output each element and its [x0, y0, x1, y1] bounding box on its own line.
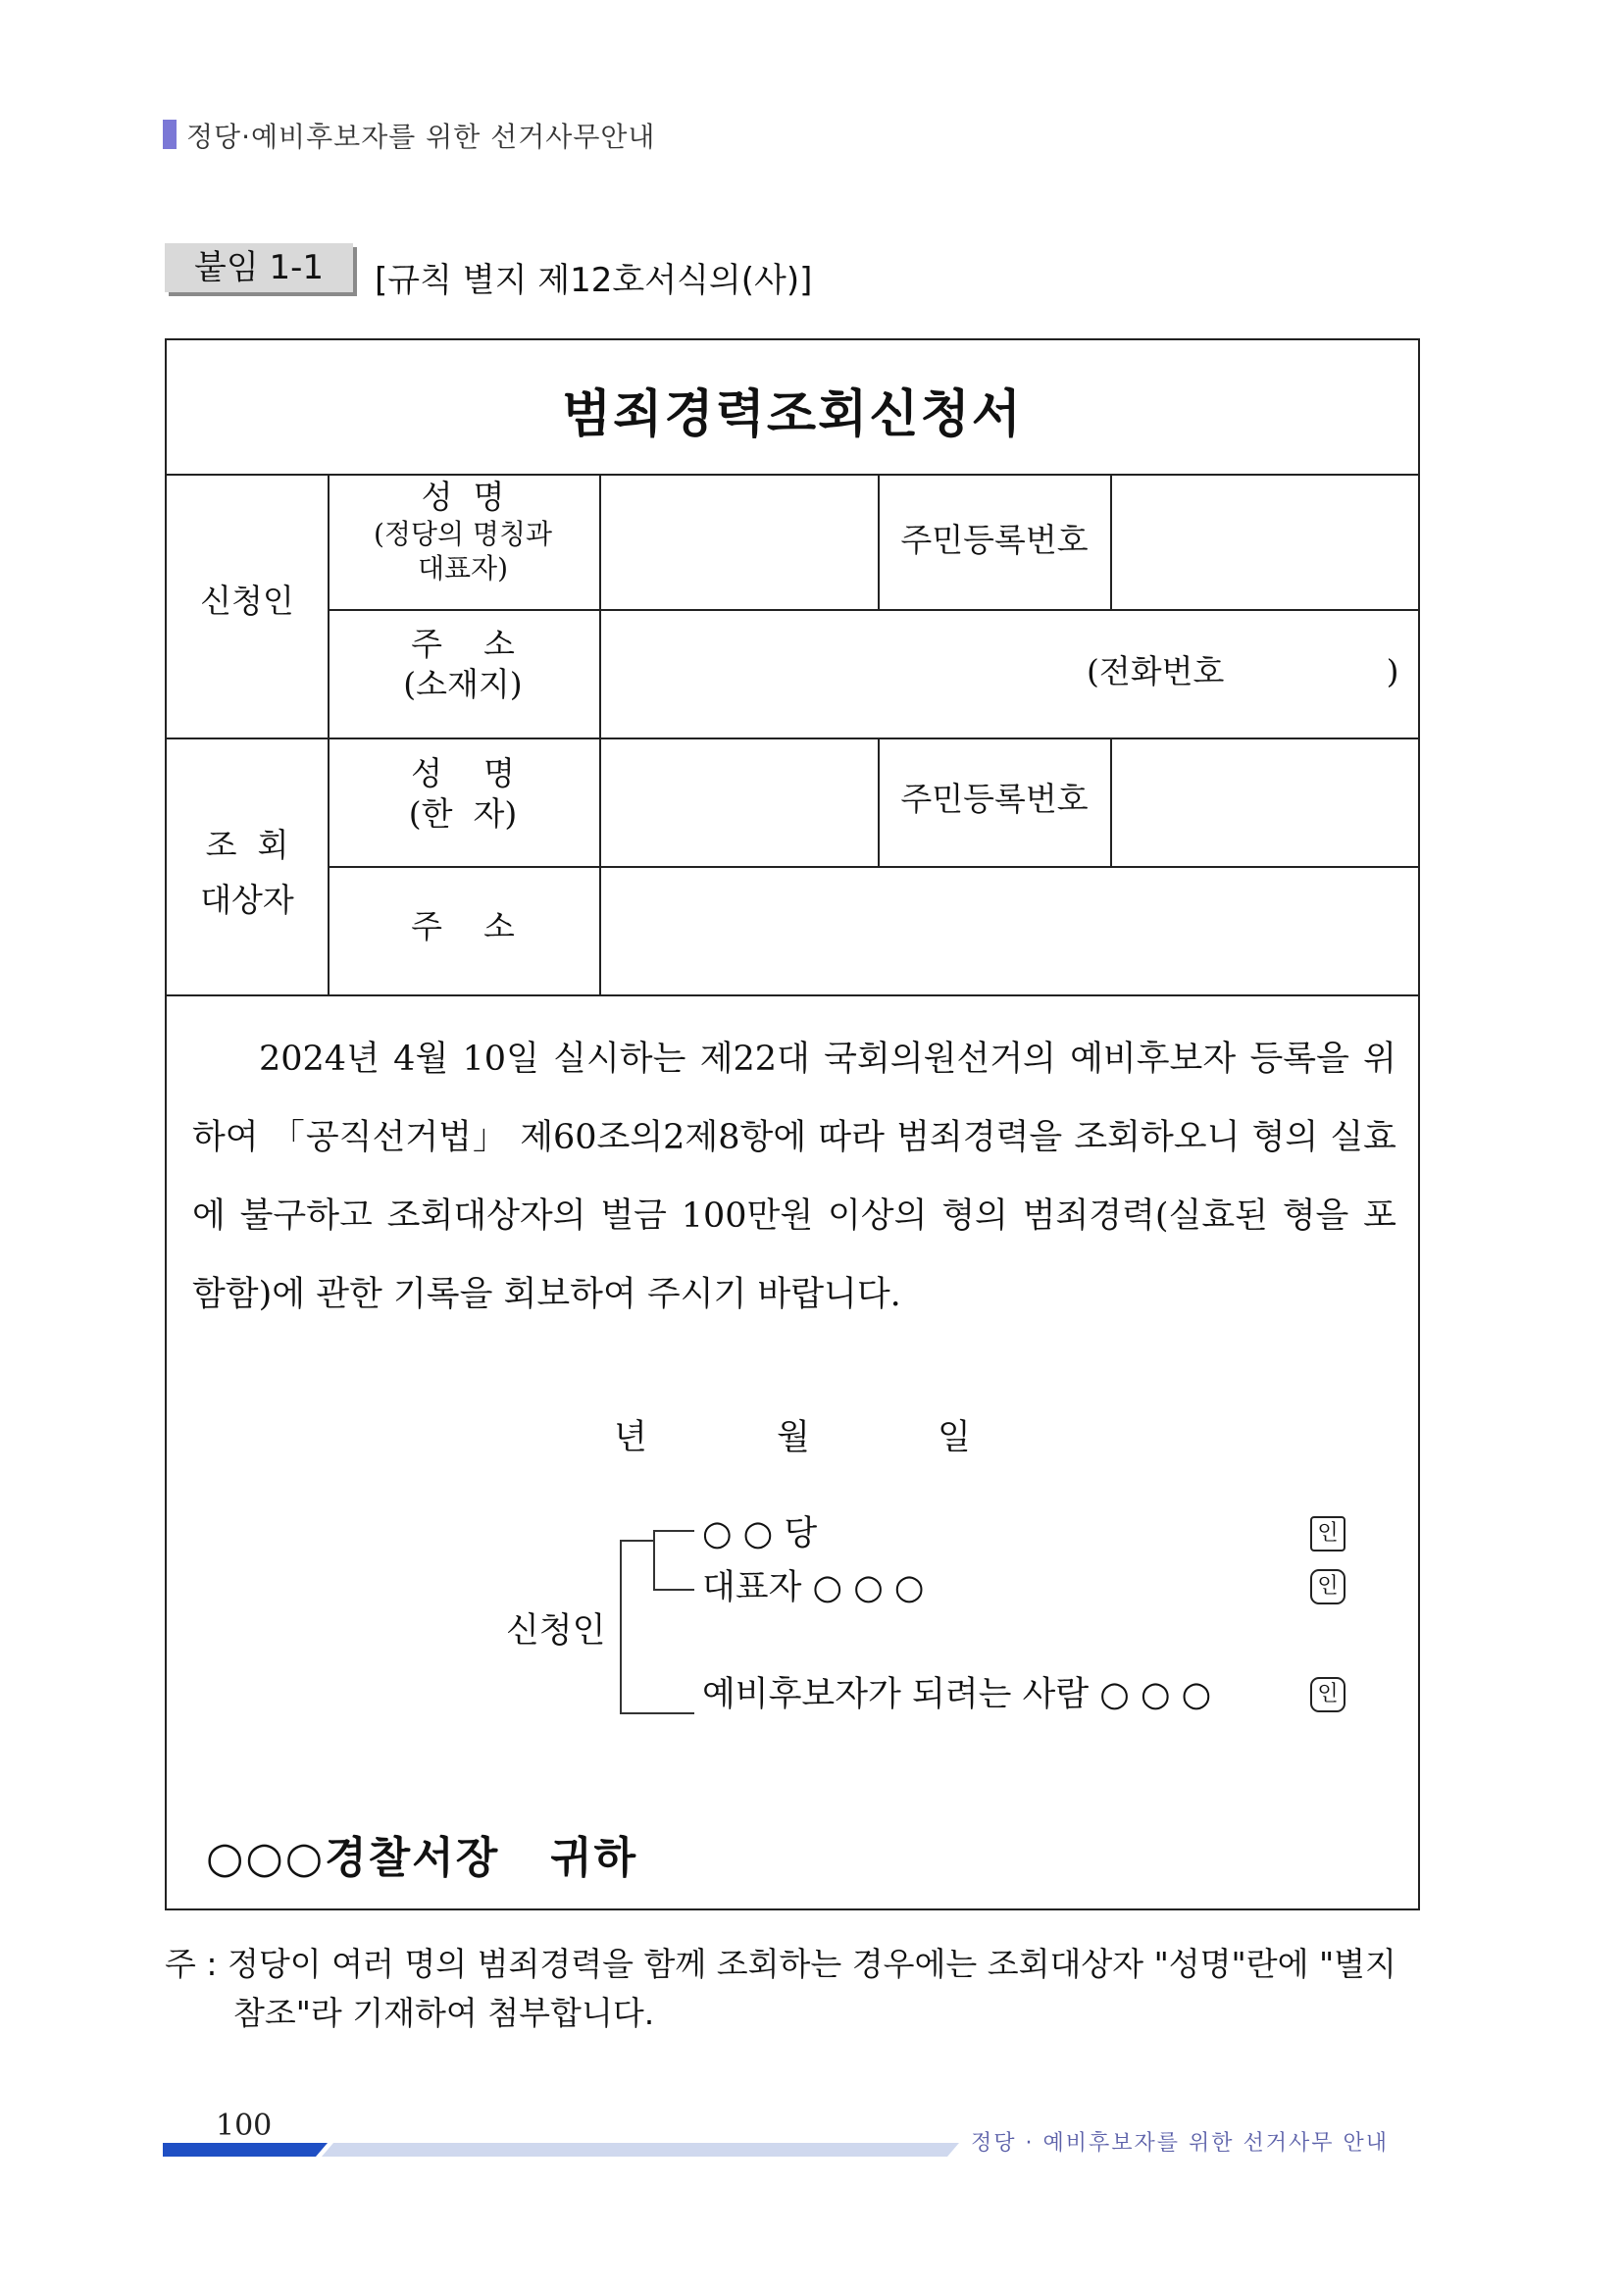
applicant-name-label-line3: 대표자)	[417, 552, 509, 585]
subject-name-label	[328, 753, 598, 835]
applicant-resident-no-label: 주민등록번호	[900, 521, 1089, 559]
subject-name-field[interactable]	[598, 738, 879, 860]
signer-party: ○ ○ 당	[702, 1514, 818, 1553]
footnote	[165, 1940, 1430, 2038]
subject-name-label-line2: (한 자)	[408, 794, 518, 834]
bracket-party-tick	[653, 1530, 694, 1532]
subject-section-label-line2: 대상자	[200, 881, 294, 919]
subject-resident-no-label: 주민등록번호	[900, 780, 1089, 818]
signer-label: 신청인	[506, 1611, 606, 1651]
date-month: 월	[777, 1418, 810, 1457]
form-reference: [규칙 별지 제12호서식의(사)]	[375, 261, 813, 300]
subject-address-field[interactable]	[598, 866, 1417, 989]
applicant-name-label-line1: 성 명	[421, 478, 505, 516]
subject-section-label-line1: 조 회	[205, 826, 289, 864]
running-header: 정당·예비후보자를 위한 선거사무안내	[186, 121, 656, 153]
applicant-name-label	[328, 477, 598, 585]
applicant-section-label: 신청인	[200, 582, 294, 620]
signer-candidate: 예비후보자가 되려는 사람 ○ ○ ○	[702, 1675, 1212, 1714]
rule-table-bottom	[167, 994, 1418, 996]
seal-candidate: 인	[1310, 1677, 1345, 1712]
applicant-address-field[interactable]	[598, 608, 1417, 731]
seal-party: 인	[1310, 1516, 1345, 1551]
signer-bracket	[620, 1540, 622, 1714]
applicant-address-label-line1: 주 소	[411, 625, 515, 663]
subject-section-label	[167, 818, 328, 928]
bracket-tick-top	[620, 1540, 653, 1542]
signer-representative: 대표자 ○ ○ ○	[702, 1568, 925, 1607]
footer-bar	[163, 2141, 967, 2161]
request-text: 2024년 4월 10일 실시하는 제22대 국회의원선거의 예비후보자 등록을 위하여 「공직선거법」 제60조의2제8항에 따라 범죄경력을 조회하오니 형의 실효에 불구하고 조회대상자의 벌금 100만원 이상의 형의 범죄경력(실효된 형을 포함함)에 관한 기록을 회보하여 주시기 바랍니다.	[192, 1040, 1396, 1314]
request-paragraph	[192, 1020, 1396, 1334]
page-number: 100	[216, 2109, 273, 2143]
footnote-line1: 주 : 정당이 여러 명의 범죄경력을 함께 조회하는 경우에는 조회대상자 "성명"란에 "별지	[165, 1945, 1396, 1983]
rule-title-bottom	[167, 474, 1418, 476]
applicant-name-field[interactable]	[598, 495, 879, 601]
footnote-line2: 참조"라 기재하여 첨부합니다.	[233, 1994, 655, 2032]
seal-representative: 인	[1310, 1569, 1345, 1604]
applicant-address-label	[328, 624, 598, 705]
attachment-label: 붙임 1-1	[165, 243, 353, 292]
subject-resident-no-field[interactable]	[1111, 738, 1417, 860]
footer-title: 정당 · 예비후보자를 위한 선거사무 안내	[971, 2131, 1389, 2156]
applicant-phone-close: )	[1386, 652, 1399, 690]
applicant-resident-no-field[interactable]	[1111, 495, 1417, 601]
date-day: 일	[938, 1418, 971, 1457]
date-year: 년	[614, 1418, 647, 1457]
bracket-tick-bottom	[620, 1712, 694, 1714]
applicant-address-label-line2: (소재지)	[403, 665, 523, 704]
bracket-inner-vertical	[653, 1530, 655, 1591]
applicant-name-label-line2: (정당의 명칭과	[373, 518, 553, 551]
form-title: 범죄경력조회신청서	[561, 384, 1024, 444]
bracket-rep-tick	[653, 1589, 694, 1591]
header-accent-bar	[163, 120, 177, 149]
subject-address-label: 주 소	[411, 907, 515, 945]
addressee: ○○○경찰서장 귀하	[206, 1833, 638, 1883]
applicant-phone-label: (전화번호	[1087, 652, 1225, 690]
subject-name-label-line1: 성 명	[411, 754, 515, 792]
